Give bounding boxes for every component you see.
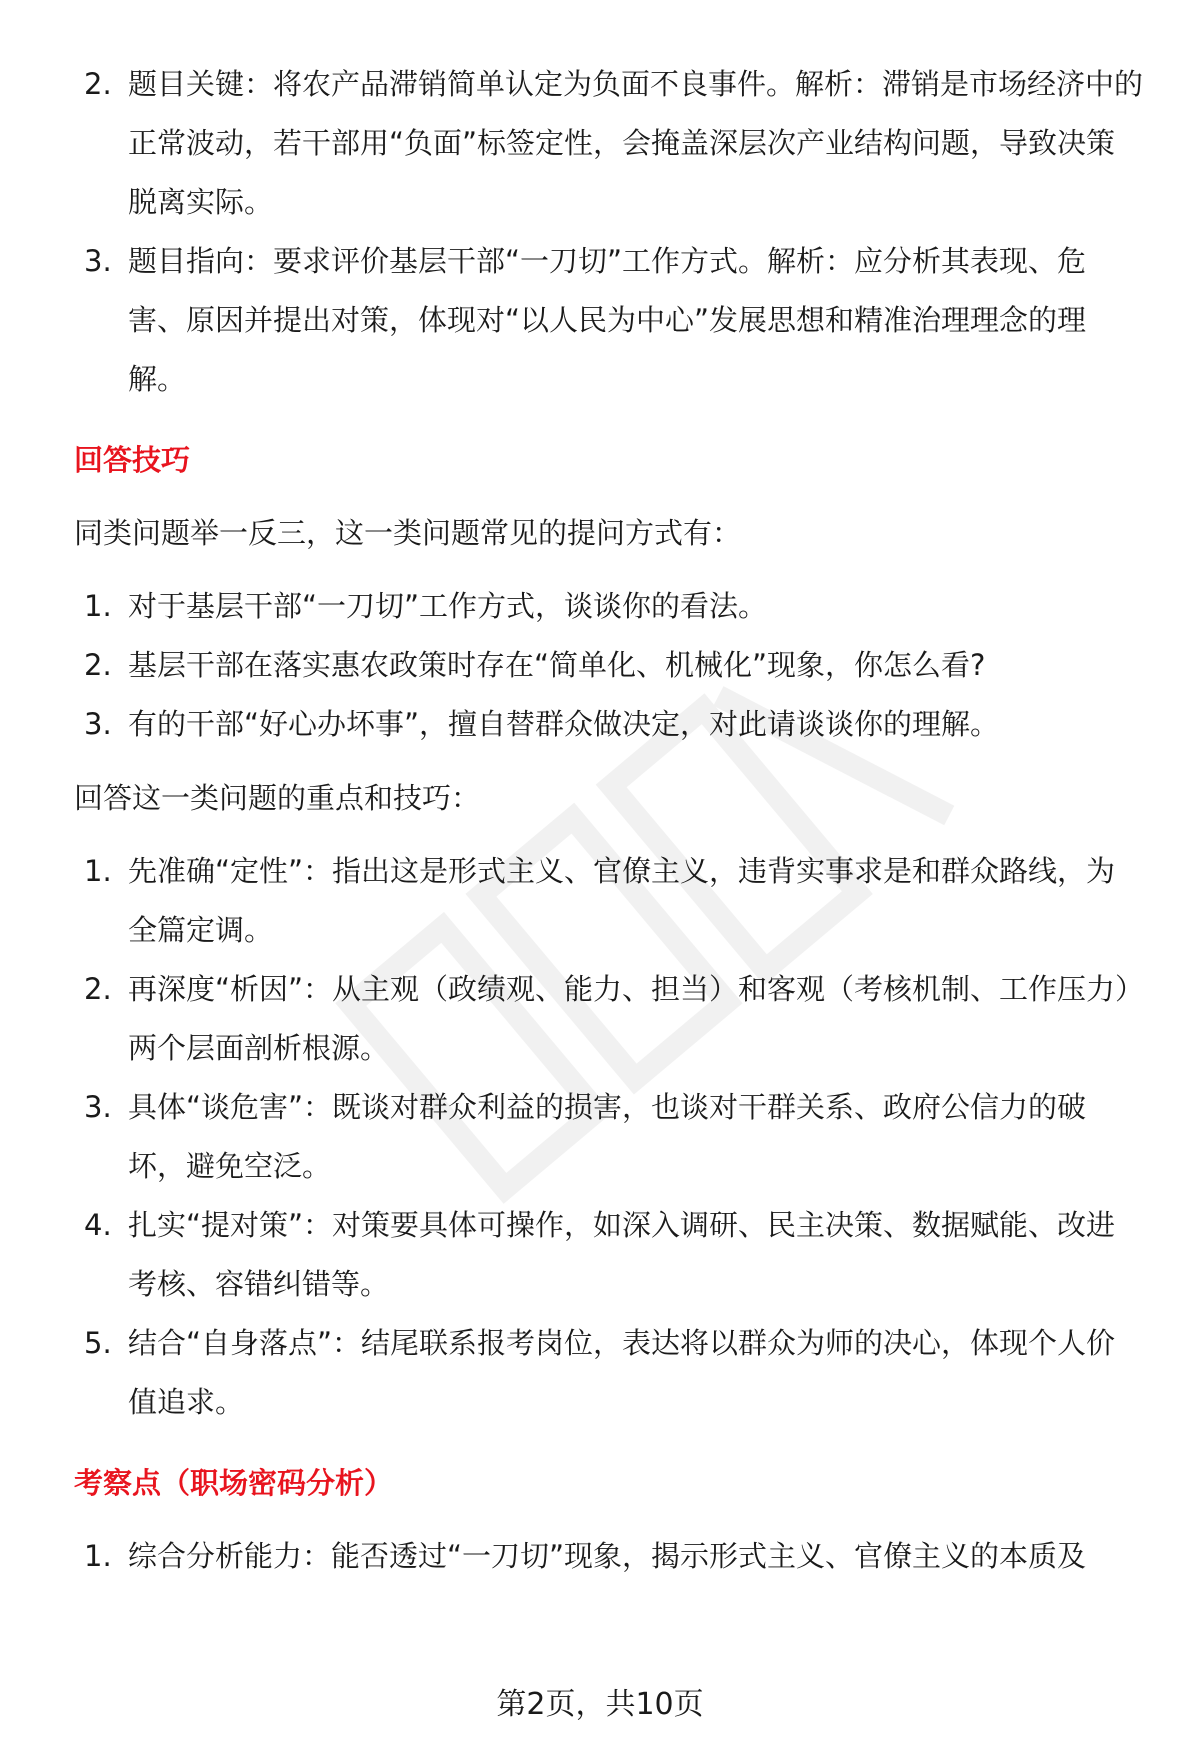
list-item-text: 扎实“提对策”：对策要具体可操作，如深入调研、民主决策、数据赋能、改进考核、容错纠错等。 bbox=[128, 1208, 1116, 1301]
list-item-number: 2. bbox=[84, 972, 112, 1006]
tips-list bbox=[74, 842, 1144, 1432]
list-item bbox=[74, 960, 1144, 1078]
list-item-text: 再深度“析因”：从主观（政绩观、能力、担当）和客观（考核机制、工作压力）两个层面剖析根源。 bbox=[128, 972, 1130, 1065]
question-list bbox=[74, 577, 1144, 754]
exam-points-list bbox=[74, 1527, 1144, 1586]
list-item bbox=[74, 636, 1144, 695]
list-item-number: 2. bbox=[84, 648, 112, 682]
list-item-number: 3. bbox=[84, 707, 112, 741]
list-item bbox=[74, 842, 1144, 960]
list-item bbox=[74, 1196, 1144, 1314]
list-item-text: 题目关键：将农产品滞销简单认定为负面不良事件。解析：滞销是市场经济中的正常波动，若干部用“负面”标签定性，会掩盖深层次产业结构问题，导致决策脱离实际。 bbox=[128, 67, 1144, 219]
list-item-text: 具体“谈危害”：既谈对群众利益的损害，也谈对干群关系、政府公信力的破坏，避免空泛。 bbox=[128, 1090, 1087, 1183]
list-item bbox=[74, 695, 1144, 754]
list-item bbox=[74, 1527, 1144, 1586]
tips-intro-paragraph: 回答这一类问题的重点和技巧： bbox=[74, 781, 481, 815]
list-item-number: 5. bbox=[84, 1326, 112, 1360]
list-item bbox=[74, 577, 1144, 636]
list-item-number: 1. bbox=[84, 1539, 112, 1573]
list-item-number: 4. bbox=[84, 1208, 112, 1242]
list-item bbox=[74, 232, 1144, 409]
list-item-number: 3. bbox=[84, 1090, 112, 1124]
section-heading-answer-tips: 回答技巧 bbox=[74, 443, 191, 477]
list-item-text: 基层干部在落实惠农政策时存在“简单化、机械化”现象，你怎么看? bbox=[128, 648, 986, 682]
list-item bbox=[74, 1314, 1144, 1432]
list-item-text: 综合分析能力：能否透过“一刀切”现象，揭示形式主义、官僚主义的本质及 bbox=[128, 1539, 1087, 1573]
list-item-number: 1. bbox=[84, 589, 112, 623]
page-number-footer: 第2页，共10页 bbox=[496, 1687, 704, 1722]
section-heading-exam-points: 考察点（职场密码分析） bbox=[74, 1466, 394, 1500]
list-item-number: 1. bbox=[84, 854, 112, 888]
list-item-text: 结合“自身落点”：结尾联系报考岗位，表达将以群众为师的决心，体现个人价值追求。 bbox=[128, 1326, 1116, 1419]
document-body bbox=[74, 58, 1144, 1586]
list-item-number: 2. bbox=[84, 67, 112, 101]
intro-paragraph: 同类问题举一反三，这一类问题常见的提问方式有： bbox=[74, 516, 742, 550]
list-item-text: 题目指向：要求评价基层干部“一刀切”工作方式。解析：应分析其表现、危害、原因并提出对策，体现对“以人民为中心”发展思想和精准治理理念的理解。 bbox=[128, 244, 1087, 396]
list-item-text: 先准确“定性”：指出这是形式主义、官僚主义，违背实事求是和群众路线，为全篇定调。 bbox=[128, 854, 1116, 947]
list-item-number: 3. bbox=[84, 244, 112, 278]
list-item bbox=[74, 1078, 1144, 1196]
list-item-text: 对于基层干部“一刀切”工作方式，谈谈你的看法。 bbox=[128, 589, 768, 623]
list-item bbox=[74, 55, 1144, 232]
analysis-list bbox=[74, 55, 1144, 409]
list-item-text: 有的干部“好心办坏事”，擅自替群众做决定，对此请谈谈你的理解。 bbox=[128, 707, 1000, 741]
